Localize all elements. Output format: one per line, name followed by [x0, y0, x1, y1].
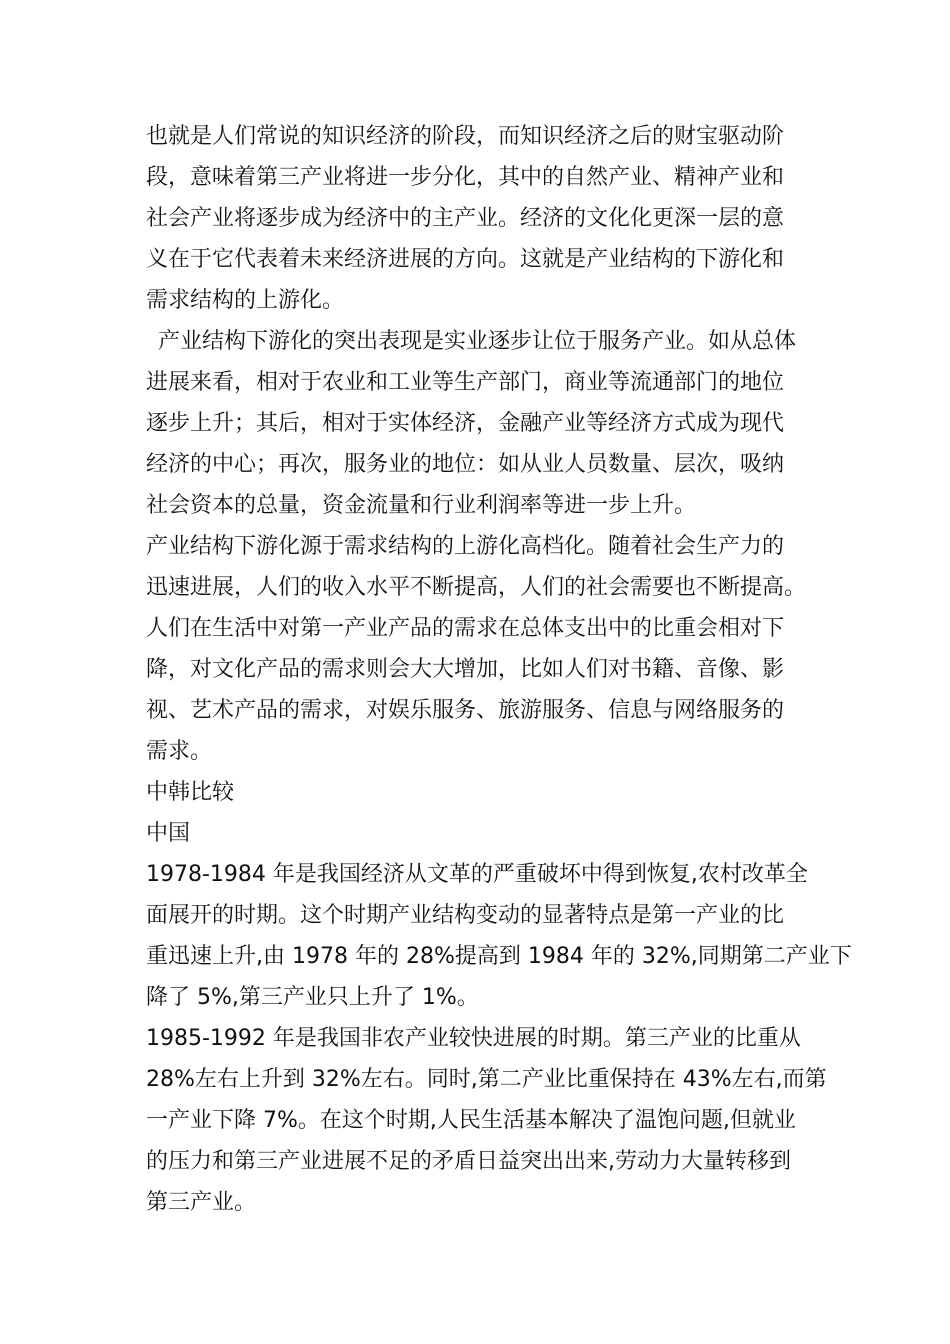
- text-line: 社会资本的总量，资金流量和行业利润率等进一步上升。: [146, 493, 697, 518]
- text-line: 社会产业将逐步成为经济中的主产业。经济的文化化更深一层的意: [146, 206, 785, 231]
- text-line: 经济的中心；再次，服务业的地位：如从业人员数量、层次，吸纳: [146, 452, 785, 477]
- text-line: 段，意味着第三产业将进一步分化，其中的自然产业、精神产业和: [146, 165, 785, 190]
- text-line: 产业结构下游化的突出表现是实业逐步让位于服务产业。如从总体: [158, 329, 797, 354]
- text-line: 1978-1984 年是我国经济从文革的严重破坏中得到恢复,农村改革全: [146, 862, 808, 887]
- text-line: 人们在生活中对第一产业产品的需求在总体支出中的比重会相对下: [146, 616, 785, 641]
- text-line: 一产业下降 7%。在这个时期,人民生活基本解决了温饱问题,但就业: [146, 1108, 796, 1133]
- subsection-heading: 中国: [146, 821, 191, 846]
- text-line: 降，对文化产品的需求则会大大增加，比如人们对书籍、音像、影: [146, 657, 785, 682]
- text-line: 需求。: [146, 739, 213, 764]
- text-line: 第三产业。: [146, 1190, 257, 1215]
- text-line: 迅速进展，人们的收入水平不断提高，人们的社会需要也不断提高。: [146, 575, 807, 600]
- text-line: 逐步上升；其后，相对于实体经济，金融产业等经济方式成为现代: [146, 411, 785, 436]
- text-line: 需求结构的上游化。: [146, 288, 345, 313]
- text-line: 也就是人们常说的知识经济的阶段，而知识经济之后的财宝驱动阶: [146, 124, 785, 149]
- text-line: 降了 5%,第三产业只上升了 1%。: [146, 985, 479, 1010]
- text-line: 重迅速上升,由 1978 年的 28%提高到 1984 年的 32%,同期第二产业下: [146, 944, 852, 969]
- text-line: 面展开的时期。这个时期产业结构变动的显著特点是第一产业的比: [146, 903, 785, 928]
- text-line: 28%左右上升到 32%左右。同时,第二产业比重保持在 43%左右,而第: [146, 1067, 827, 1092]
- text-line: 1985-1992 年是我国非农产业较快进展的时期。第三产业的比重从: [146, 1026, 801, 1051]
- text-line: 的压力和第三产业进展不足的矛盾日益突出出来,劳动力大量转移到: [146, 1149, 791, 1174]
- document-body: [146, 116, 852, 1223]
- text-line: 产业结构下游化源于需求结构的上游化高档化。随着社会生产力的: [146, 534, 785, 559]
- text-line: 视、艺术产品的需求，对娱乐服务、旅游服务、信息与网络服务的: [146, 698, 785, 723]
- text-line: 义在于它代表着未来经济进展的方向。这就是产业结构的下游化和: [146, 247, 785, 272]
- text-line: 进展来看，相对于农业和工业等生产部门，商业等流通部门的地位: [146, 370, 785, 395]
- section-heading: 中韩比较: [146, 780, 235, 805]
